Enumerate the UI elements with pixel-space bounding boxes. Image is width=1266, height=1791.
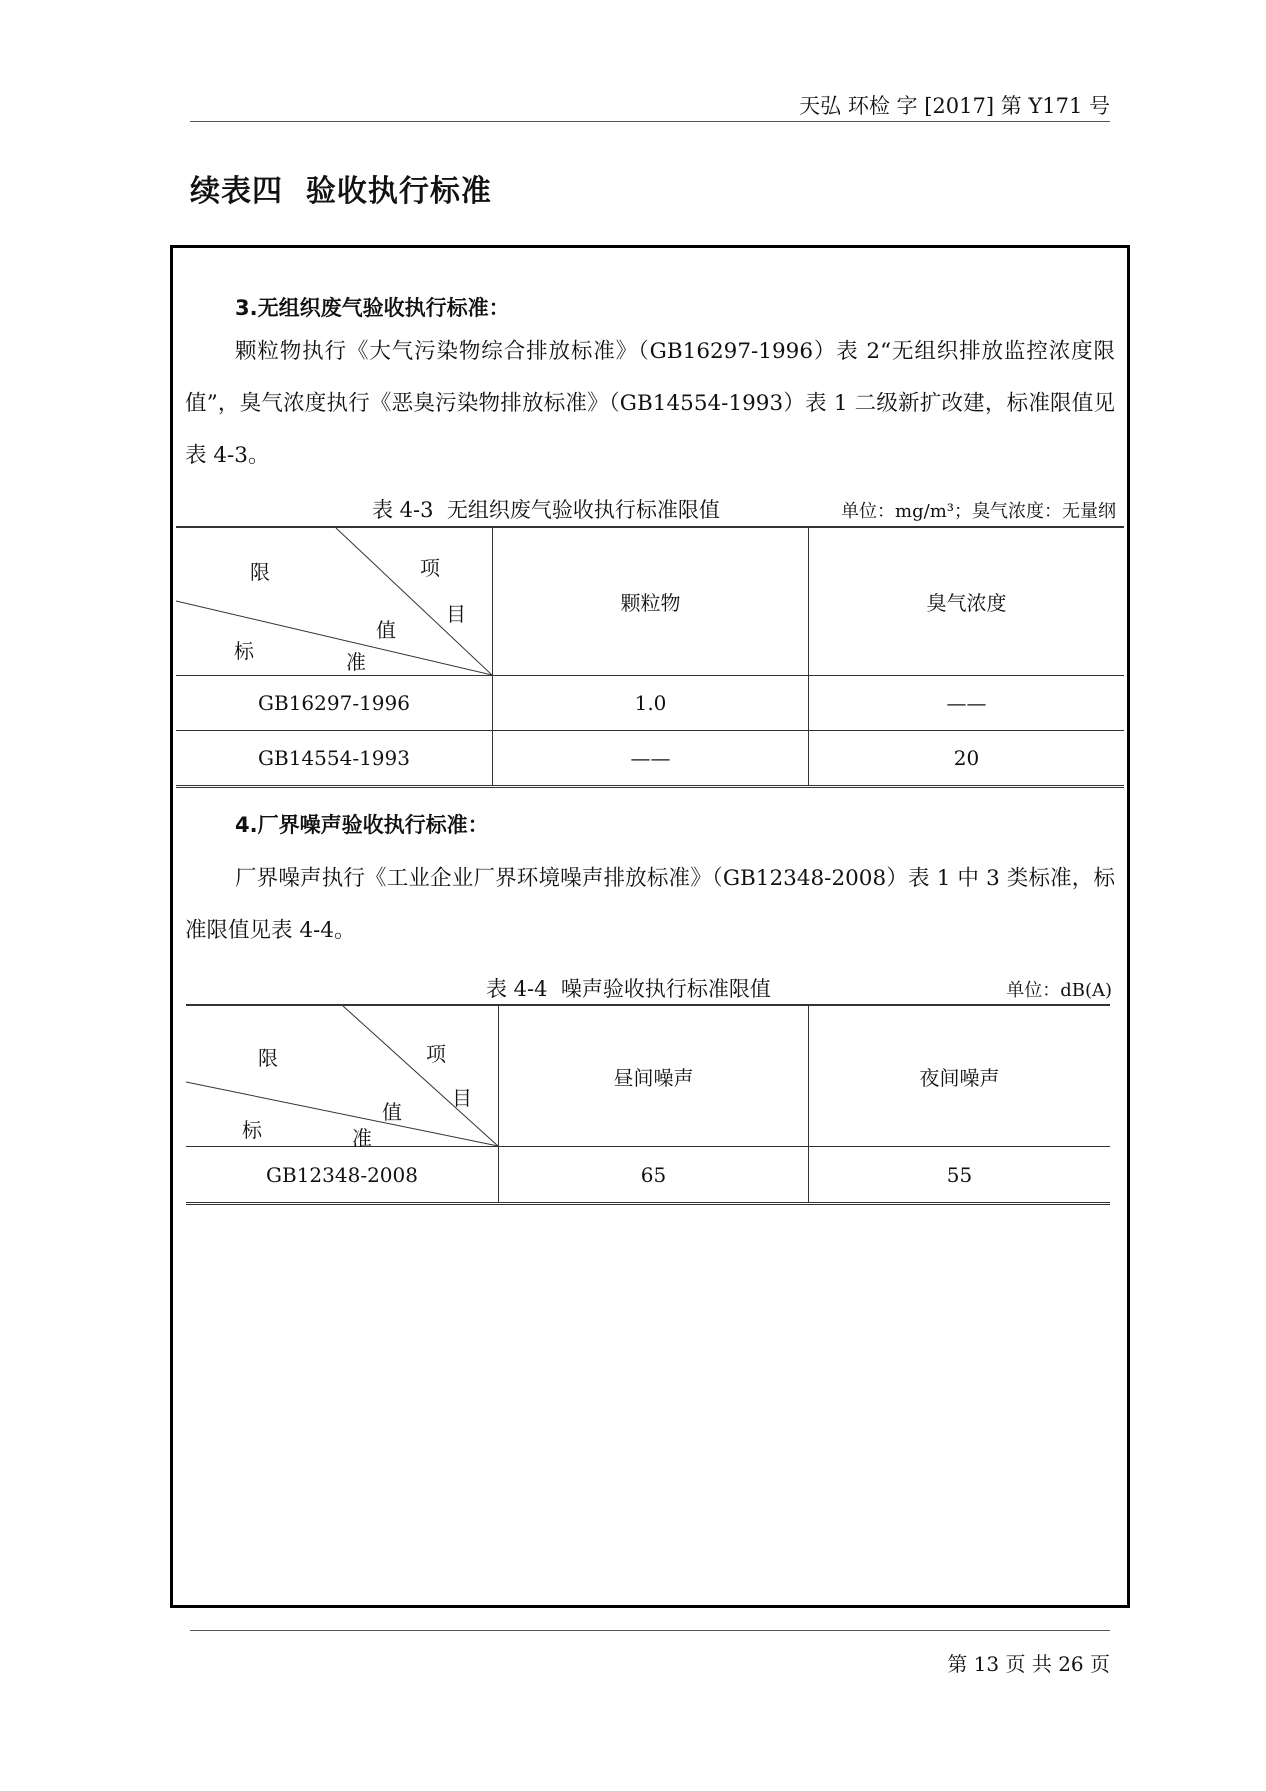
section4-paragraph: 厂界噪声执行《工业企业厂界环境噪声排放标准》（GB12348-2008）表 1 中 3 类标准，标准限值见表 4-4。 [185, 866, 1115, 943]
table43-standard-cell: GB16297-1996 [176, 676, 493, 731]
corner-label: 准 [346, 650, 366, 674]
table43-value-cell: —— [809, 676, 1125, 731]
table44-col-header: 夜间噪声 [808, 1005, 1110, 1147]
corner-label: 限 [250, 560, 270, 584]
header-divider [190, 121, 1110, 122]
table43-col-header: 颗粒物 [493, 527, 809, 676]
table43-value-cell: 20 [809, 731, 1125, 787]
table43-caption: 表 4-3 无组织废气验收执行标准限值 [372, 498, 720, 522]
table43-col-header: 臭气浓度 [809, 527, 1125, 676]
page-number: 第 13 页 共 26 页 [947, 1652, 1110, 1676]
table43-standard-cell: GB14554-1993 [176, 731, 493, 787]
corner-label: 值 [382, 1100, 402, 1124]
table44-col-header: 昼间噪声 [499, 1005, 809, 1147]
corner-label: 目 [446, 602, 466, 626]
section4-heading: 4.厂界噪声验收执行标准： [235, 813, 489, 837]
table43-value-cell: 1.0 [493, 676, 809, 731]
corner-label: 项 [426, 1042, 446, 1066]
footer-divider [190, 1630, 1110, 1631]
section3-heading: 3.无组织废气验收执行标准： [235, 296, 510, 320]
table44-unit: 单位：dB(A) [1006, 980, 1112, 1001]
table43-corner-cell [176, 527, 493, 676]
table43-diagonal-lines [176, 528, 492, 675]
table44-value-cell: 55 [808, 1147, 1110, 1204]
table-4-3 [176, 526, 1124, 788]
table44-caption: 表 4-4 噪声验收执行标准限值 [486, 977, 771, 1001]
table44-corner-cell [186, 1005, 499, 1150]
table44-value-cell: 65 [499, 1147, 809, 1204]
table44-diagonal-lines [186, 1006, 498, 1146]
corner-label: 准 [352, 1126, 372, 1150]
corner-label: 目 [452, 1086, 472, 1110]
corner-label: 标 [242, 1118, 262, 1142]
table44-standard-cell: GB12348-2008 [186, 1147, 499, 1204]
table43-value-cell: —— [493, 731, 809, 787]
corner-label: 限 [258, 1046, 278, 1070]
corner-label: 标 [234, 639, 254, 663]
section3-paragraph: 颗粒物执行《大气污染物综合排放标准》（GB16297-1996）表 2“无组织排放监控浓度限值”，臭气浓度执行《恶臭污染物排放标准》（GB14554-1993）表 1 二级新扩改建，标准限值见表 4-3。 [185, 339, 1115, 468]
page-title: 续表四 验收执行标准 [190, 174, 492, 209]
table43-unit: 单位：mg/m³；臭气浓度：无量纲 [841, 501, 1116, 522]
table-4-4 [186, 1004, 1110, 1205]
corner-label: 值 [376, 618, 396, 642]
corner-label: 项 [420, 556, 440, 580]
document-number: 天弘 环检 字 [2017] 第 Y171 号 [799, 94, 1110, 118]
